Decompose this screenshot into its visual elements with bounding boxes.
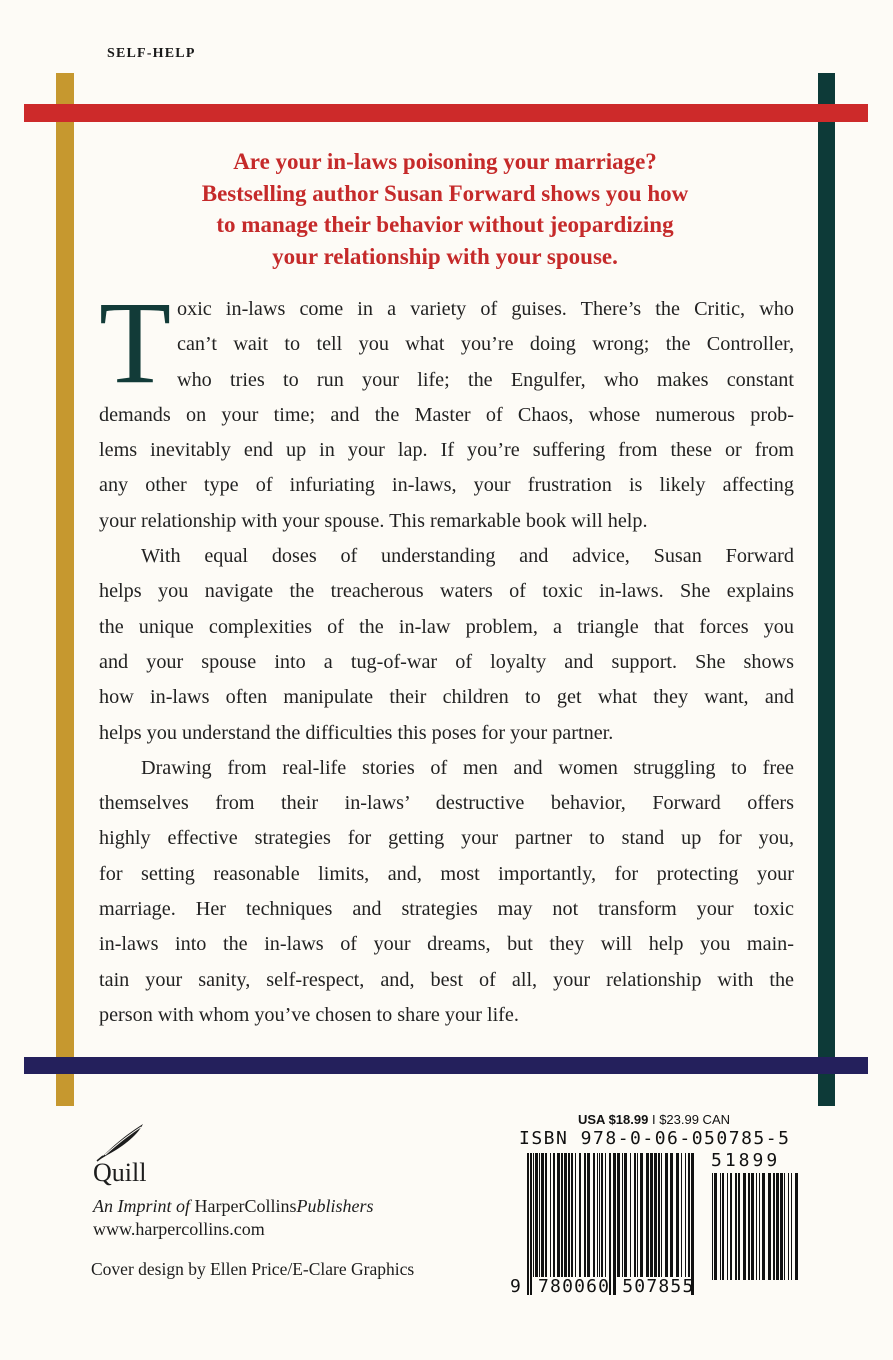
barcode-bar <box>593 1153 595 1277</box>
barcode-bar <box>609 1153 611 1295</box>
headline-line: Bestselling author Susan Forward shows you how <box>201 180 689 206</box>
barcode-bar <box>584 1153 586 1277</box>
barcode-bar <box>613 1153 616 1295</box>
barcode-bar <box>795 1173 798 1280</box>
barcode-bar <box>557 1153 560 1277</box>
imprint-name: Quill <box>93 1158 147 1187</box>
barcode-bar <box>768 1173 771 1280</box>
text-line: for setting reasonable limits, and, most importantly, for protecting your <box>99 862 794 885</box>
barcode-bar <box>533 1153 534 1277</box>
barcode-bar <box>579 1153 581 1277</box>
barcode-bar <box>743 1173 746 1280</box>
paragraph-3 <box>99 751 794 1033</box>
text-line: helps you understand the difficulties this poses for your partner. <box>99 721 614 744</box>
paragraph-2 <box>99 539 794 751</box>
text-line: who tries to run your life; the Engulfer, who makes constant <box>177 368 794 391</box>
barcode-bar <box>714 1173 717 1280</box>
text-line: your relationship with your spouse. This remarkable book will help. <box>99 509 648 532</box>
text-line: in-laws into the in-laws of your dreams, but they will help you main- <box>99 933 794 956</box>
text-line: can’t wait to tell you what you’re doing wrong; the Controller, <box>177 333 794 356</box>
body-copy <box>99 277 794 1033</box>
text-line: helps you navigate the treacherous waters of toxic in-laws. She explains <box>99 580 794 603</box>
drop-cap: T <box>99 277 172 408</box>
text-line: tain your sanity, self-respect, and, best of all, your relationship with the <box>99 968 794 991</box>
barcode-bar <box>748 1173 750 1280</box>
barcode-bar <box>597 1153 598 1277</box>
barcode-bar <box>650 1153 653 1277</box>
barcode-bar <box>762 1173 765 1280</box>
barcode-bar <box>530 1153 532 1295</box>
barcode-bar <box>535 1153 538 1277</box>
barcode-bar <box>654 1153 657 1277</box>
barcode-bar <box>630 1153 631 1277</box>
barcode-bar <box>665 1153 668 1277</box>
paragraph-1 <box>99 292 794 539</box>
barcode-bar <box>685 1153 686 1277</box>
barcode-bar <box>646 1153 649 1277</box>
addon-barcode <box>712 1173 800 1298</box>
category-label: SELF-HELP <box>107 46 196 61</box>
publisher-name: HarperCollins <box>194 1196 297 1216</box>
quill-feather-icon <box>95 1122 147 1162</box>
barcode-bar <box>681 1153 682 1277</box>
barcode-bar <box>527 1153 529 1295</box>
barcode-bar <box>637 1153 638 1277</box>
cover-credit: Cover design by Ellen Price/E-Clare Graphics <box>91 1259 415 1279</box>
barcode-bar <box>773 1173 775 1280</box>
barcode-bar <box>688 1153 690 1277</box>
text-line: person with whom you’ve chosen to share your life. <box>99 1003 519 1026</box>
text-line: With equal doses of understanding and advice, Susan Forward <box>141 545 794 568</box>
barcode-bar <box>751 1173 754 1280</box>
barcode-bar <box>553 1153 555 1277</box>
frame-bar-right <box>818 73 835 1106</box>
barcode-bar <box>788 1173 789 1280</box>
barcode-bar <box>587 1153 590 1277</box>
text-line: marriage. Her techniques and strategies may not transform your toxic <box>99 898 794 921</box>
text-line: oxic in-laws come in a variety of guises. There’s the Critic, who <box>177 298 794 320</box>
text-line: how in-laws often manipulate their children to get what they want, and <box>99 686 794 709</box>
text-line: demands on your time; and the Master of Chaos, whose numerous prob- <box>99 403 794 426</box>
headline <box>110 146 780 272</box>
barcode-bar <box>712 1173 713 1280</box>
barcode-bar <box>691 1153 694 1295</box>
barcode-bar <box>575 1153 576 1277</box>
barcode-bar <box>784 1173 785 1280</box>
imprint-line <box>93 1196 374 1217</box>
barcode-bar <box>599 1153 600 1277</box>
text-line: Drawing from real-life stories of men and women struggling to free <box>141 756 794 779</box>
barcode-bar <box>550 1153 551 1277</box>
barcode-bar <box>658 1153 660 1277</box>
text-line: themselves from their in-laws’ destructive behavior, Forward offers <box>99 792 794 815</box>
price-separator: I <box>648 1112 660 1127</box>
barcode-bar <box>759 1173 760 1280</box>
barcode-bar <box>720 1173 721 1280</box>
ean-digits: 780060 507855 <box>538 1276 695 1297</box>
barcode-bar <box>730 1173 732 1280</box>
price-can: $23.99 CAN <box>659 1112 731 1127</box>
barcode-bar <box>568 1153 570 1277</box>
barcode-bar <box>780 1173 783 1280</box>
barcode-bar <box>571 1153 573 1277</box>
ean-barcode <box>527 1153 695 1295</box>
frame-bar-top <box>24 104 868 122</box>
barcode-bar <box>661 1153 662 1277</box>
publisher-website: www.harpercollins.com <box>93 1219 265 1239</box>
text-line: and your spouse into a tug-of-war of loyalty and support. She shows <box>99 650 794 673</box>
price-label <box>578 1112 730 1127</box>
frame-bar-left <box>56 73 74 1106</box>
barcode-bar <box>617 1153 620 1277</box>
barcode-bar <box>634 1153 636 1277</box>
headline-line: Are your in-laws poisoning your marriage? <box>233 149 657 174</box>
barcode-bar <box>756 1173 757 1280</box>
barcode-bar <box>676 1153 679 1277</box>
ean-lead-digit: 9 <box>510 1276 521 1297</box>
barcode-bar <box>561 1153 563 1277</box>
barcode-bar <box>776 1173 779 1280</box>
barcode-bar <box>640 1153 643 1277</box>
isbn-number: ISBN 978-0-06-050785-5 <box>519 1128 791 1149</box>
barcode-bar <box>545 1153 547 1277</box>
imprint-prefix: An Imprint of <box>93 1196 190 1216</box>
headline-line: to manage their behavior without jeopardizing <box>216 212 674 237</box>
barcode-bar <box>670 1153 673 1277</box>
barcode-bar <box>539 1153 540 1277</box>
price-usa: USA $18.99 <box>578 1112 649 1127</box>
barcode-bar <box>727 1173 728 1280</box>
publisher-suffix: Publishers <box>296 1196 374 1216</box>
barcode-bar <box>601 1153 603 1277</box>
text-line: lems inevitably end up in your lap. If you’re suffering from these or from <box>99 439 794 462</box>
addon-code: 51899 <box>711 1150 781 1171</box>
barcode-bar <box>624 1153 627 1277</box>
barcode-bar <box>735 1173 737 1280</box>
barcode-bar <box>541 1153 544 1277</box>
text-line: any other type of infuriating in-laws, your frustration is likely affecting <box>99 474 794 497</box>
frame-bar-bottom <box>24 1057 868 1074</box>
headline-line: your relationship with your spouse. <box>272 243 618 269</box>
barcode-bar <box>738 1173 740 1280</box>
barcode-bar <box>605 1153 606 1277</box>
barcode-bar <box>622 1153 623 1277</box>
text-line: the unique complexities of the in-law problem, a triangle that forces you <box>99 615 794 638</box>
barcode-bar <box>791 1173 792 1280</box>
barcode-bar <box>722 1173 724 1280</box>
barcode-bar <box>564 1153 567 1277</box>
text-line: highly effective strategies for getting your partner to stand up for you, <box>99 827 794 850</box>
